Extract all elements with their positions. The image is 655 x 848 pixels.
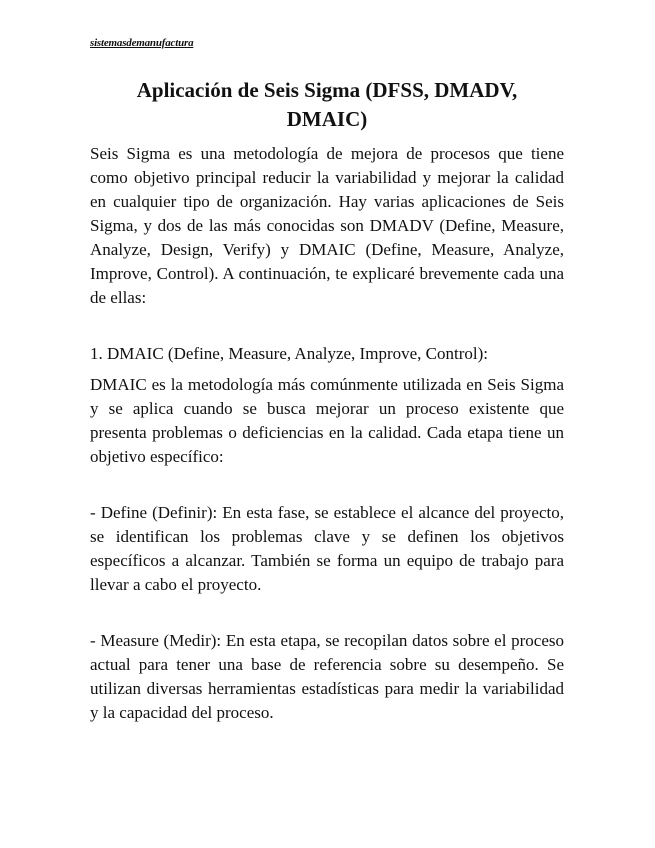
spacer (90, 310, 564, 342)
document-body (90, 76, 564, 725)
spacer (90, 366, 564, 373)
document-title: Aplicación de Seis Sigma (DFSS, DMADV, DMAIC) (136, 78, 518, 131)
spacer (90, 469, 564, 501)
measure-paragraph: - Measure (Medir): En esta etapa, se recopilan datos sobre el proceso actual para tener una base de referencia sobre su desempeño. Se utilizan diversas herramientas estadísticas para medir la variabilidad y la capacidad del proceso. (90, 631, 564, 722)
intro-paragraph: Seis Sigma es una metodología de mejora de procesos que tiene como objetivo principal reducir la variabilidad y mejorar la calidad en cualquier tipo de organización. Hay varias aplicaciones de Seis Sigma, y dos de las más conocidas son DMADV (Define, Measure, Analyze, Design, Verify) y DMAIC (Define, Measure, Analyze, Improve, Control). A continuación, te explicaré brevemente cada una de ellas: (90, 144, 564, 307)
dmaic-heading: 1. DMAIC (Define, Measure, Analyze, Improve, Control): (90, 344, 488, 363)
dmaic-body-paragraph: DMAIC es la metodología más comúnmente utilizada en Seis Sigma y se aplica cuando se busca mejorar un proceso existente que presenta problemas o deficiencias en la calidad. Cada etapa tiene un objetivo específico: (90, 375, 564, 466)
define-paragraph: - Define (Definir): En esta fase, se establece el alcance del proyecto, se identifican los problemas clave y se definen los objetivos específicos a alcanzar. También se forma un equipo de trabajo para llevar a cabo el proyecto. (90, 503, 564, 594)
spacer (90, 597, 564, 629)
document-header: sistemasdemanufactura (90, 37, 194, 49)
